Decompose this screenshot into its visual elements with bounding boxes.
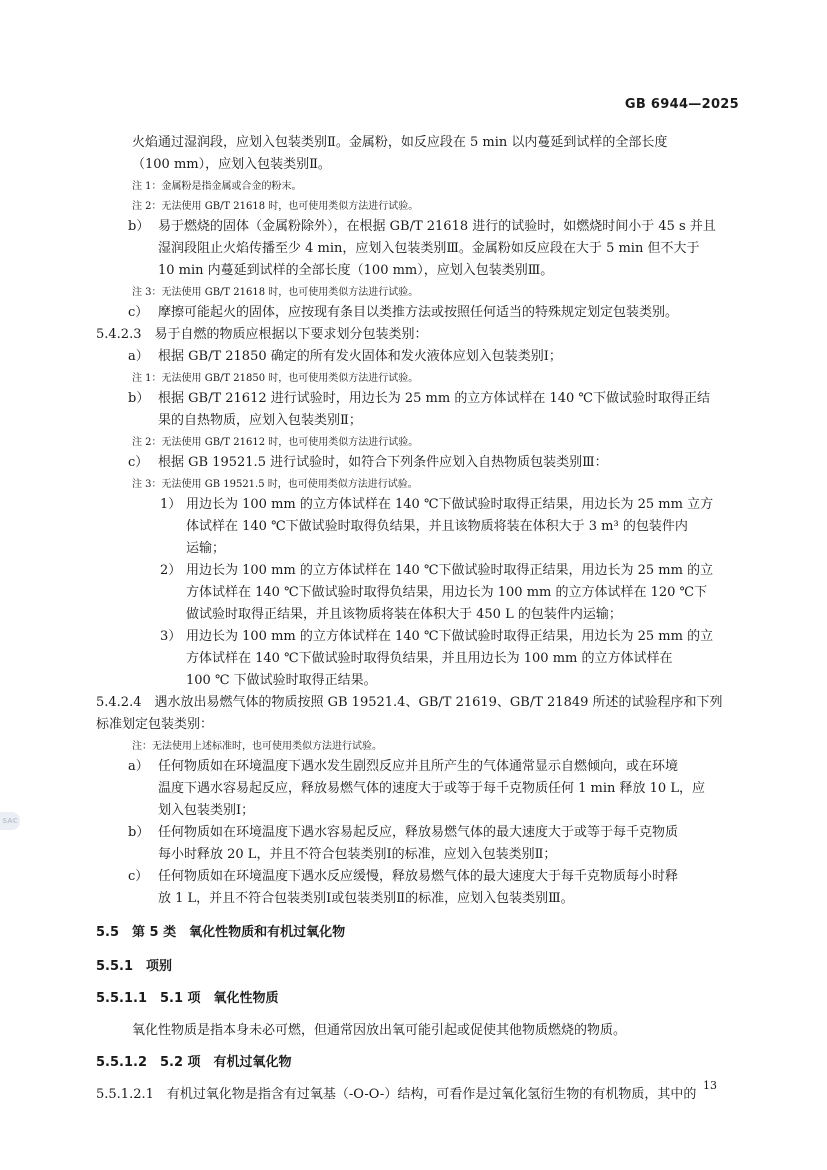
text-line: 放 1 L，并且不符合包装类别Ⅰ或包装类别Ⅱ的标准，应划入包装类别Ⅲ。 [158,891,574,906]
logo-watermark [0,812,20,830]
clause-line: 5.4.2.4 遇水放出易燃气体的物质按照 GB 19521.4、GB/T 21619、GB/T 21849 所述的试验程序和下列 [96,695,723,710]
page-number: 13 [703,1079,717,1092]
text-line: 湿润段阻止火焰传播至少 4 min，应划入包装类别Ⅲ。金属粉如反应段在大于 5 min 但不大于 [158,241,700,256]
list-marker: 2） [160,563,182,578]
note-line: 注 1：无法使用 GB/T 21850 时，也可使用类似方法进行试验。 [132,373,419,384]
text-line: 用边长为 100 mm 的立方体试样在 140 ℃下做试验时取得正结果，用边长为 25 mm 立方 [186,497,714,512]
section-heading: 5.5.1.1 5.1 项 氧化性物质 [96,991,279,1006]
text-line: 100 ℃ 下做试验时取得正结果。 [186,673,377,688]
text-line: 用边长为 100 mm 的立方体试样在 140 ℃下做试验时取得正结果，用边长为 25 mm 的立 [186,563,714,578]
note-line: 注 3：无法使用 GB 19521.5 时，也可使用类似方法进行试验。 [132,479,418,490]
list-marker: c） [128,869,149,884]
list-marker: b） [128,391,150,406]
note-line: 注 1：金属粉是指金属或合金的粉末。 [132,181,302,192]
note-line: 注：无法使用上述标准时，也可使用类似方法进行试验。 [132,741,382,752]
text-line: （100 mm），应划入包装类别Ⅱ。 [132,157,331,172]
text-line: 10 min 内蔓延到试样的全部长度（100 mm），应划入包装类别Ⅲ。 [158,263,554,278]
list-marker: 3） [160,629,182,644]
list-marker: 1） [160,497,182,512]
text-line: 根据 GB/T 21850 确定的所有发火固体和发火液体应划入包装类别Ⅰ； [158,349,562,364]
clause-line: 5.4.2.3 易于自燃的物质应根据以下要求划分包装类别： [96,327,428,342]
text-line: 火焰通过湿润段，应划入包装类别Ⅱ。金属粉，如反应段在 5 min 以内蔓延到试样的全部长度 [132,135,668,150]
text-line: 果的自热物质，应划入包装类别Ⅱ； [158,413,362,428]
text-line: 任何物质如在环境温度下遇水反应缓慢，释放易燃气体的最大速度大于每千克物质每小时释 [158,869,679,884]
text-line: 任何物质如在环境温度下遇水发生剧烈反应并且所产生的气体通常显示自燃倾向，或在环境 [158,759,679,774]
text-line: 易于燃烧的固体（金属粉除外），在根据 GB/T 21618 进行的试验时，如燃烧时间小于 45 s 并且 [158,219,716,234]
list-marker: c） [128,305,149,320]
text-line: 用边长为 100 mm 的立方体试样在 140 ℃下做试验时取得正结果，用边长为 25 mm 的立 [186,629,714,644]
document-code: GB 6944—2025 [624,97,739,112]
note-line: 注 2：无法使用 GB/T 21618 时，也可使用类似方法进行试验。 [132,201,419,212]
list-marker: a） [128,759,149,774]
list-marker: a） [128,349,149,364]
text-line: 方体试样在 140 ℃下做试验时取得负结果，用边长为 100 mm 的立方体试样在 120 ℃下 [186,585,708,600]
text-line: 做试验时取得正结果，并且该物质将装在体积大于 450 L 的包装件内运输； [186,607,622,622]
clause-line: 5.5.1.2.1 有机过氧化物是指含有过氧基（-O-O-）结构，可看作是过氧化氢衍生物的有机物质，其中的 [96,1087,697,1102]
text-line: 任何物质如在环境温度下遇水容易起反应，释放易燃气体的最大速度大于或等于每千克物质 [158,825,679,840]
note-line: 注 3：无法使用 GB/T 21618 时，也可使用类似方法进行试验。 [132,287,419,298]
text-line: 体试样在 140 ℃下做试验时取得负结果，并且该物质将装在体积大于 3 m³ 的包装件内 [186,519,688,534]
text-line: 摩擦可能起火的固体，应按现有条目以类推方法或按照任何适当的特殊规定划定包装类别。 [158,305,679,320]
section-heading: 5.5.1 项别 [96,959,173,974]
text-line: 氧化性物质是指本身未必可燃，但通常因放出氧可能引起或促使其他物质燃烧的物质。 [132,1023,627,1038]
list-marker: b） [128,219,150,234]
section-heading: 5.5.1.2 5.2 项 有机过氧化物 [96,1055,292,1070]
text-line: 方体试样在 140 ℃下做试验时取得负结果，并且用边长为 100 mm 的立方体试样在 [186,651,673,666]
note-line: 注 2：无法使用 GB/T 21612 时，也可使用类似方法进行试验。 [132,437,419,448]
list-marker: c） [128,455,149,470]
text-line: 温度下遇水容易起反应，释放易燃气体的速度大于或等于每千克物质任何 1 min 释放 10 L，应 [158,781,705,796]
text-line: 根据 GB 19521.5 进行试验时，如符合下列条件应划入自热物质包装类别Ⅲ： [158,455,608,470]
list-marker: b） [128,825,150,840]
logo-text: SAC [2,817,18,825]
text-line: 根据 GB/T 21612 进行试验时，用边长为 25 mm 的立方体试样在 140 ℃下做试验时取得正结 [158,391,710,406]
text-line: 每小时释放 20 L，并且不符合包装类别Ⅰ的标准，应划入包装类别Ⅱ； [158,847,557,862]
clause-line: 标准划定包装类别： [96,717,214,732]
text-line: 运输； [186,541,226,556]
text-line: 划入包装类别Ⅰ； [158,803,255,818]
section-heading: 5.5 第 5 类 氧化性物质和有机过氧化物 [96,925,346,940]
